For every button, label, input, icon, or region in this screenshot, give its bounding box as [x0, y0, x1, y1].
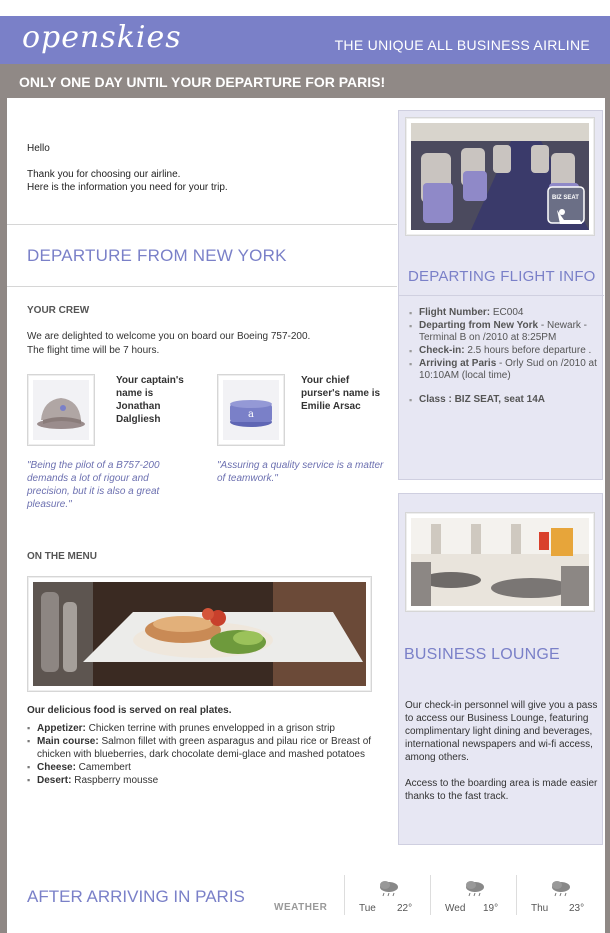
cabin-photo: [405, 117, 595, 236]
departing-item: [409, 320, 599, 344]
divider: [7, 224, 397, 225]
menu-dish-photo: [27, 576, 372, 692]
weather-temp: 19°: [483, 903, 499, 914]
divider: [399, 295, 604, 296]
after-arriving-title: AFTER ARRIVING IN PARIS: [27, 887, 245, 906]
salmon-dish-image: [33, 582, 366, 686]
flight-info-title: DEPARTING FLIGHT INFO: [408, 268, 596, 285]
arriving-item: [409, 358, 599, 382]
header: [0, 0, 610, 64]
flight-number-item: [409, 307, 599, 319]
seat-badge: BIZ SEAT: [552, 195, 579, 201]
svg-text:a: a: [248, 409, 254, 420]
menu-item-appetizer: [27, 722, 397, 735]
flight-info-list: [409, 307, 599, 407]
crew-intro-line-2: The flight time will be 7 hours.: [27, 345, 160, 356]
checkin-label: Check-in:: [419, 345, 465, 356]
purser-name: Your chief purser's name is Emilie Arsac: [301, 375, 381, 412]
rain-cloud-icon: [463, 879, 487, 897]
departing-value: - Newark - Terminal B on /2010 at 8:25PM: [419, 320, 588, 343]
menu-item-text: Salmon fillet with green asparagus and pilau rice or Breast of chicken with blueberries, dark chocolate demi-glace and mashed potatoes: [37, 736, 372, 760]
weather-label: WEATHER: [274, 902, 328, 913]
crew-title: YOUR CREW: [27, 305, 90, 316]
purser-photo: [217, 374, 285, 446]
lounge-description: [405, 699, 601, 816]
purser-hat-icon: [223, 380, 279, 440]
menu-item-text: Raspberry mousse: [71, 775, 159, 786]
greeting-line-1: Thank you for choosing our airline.: [27, 169, 181, 180]
crew-intro-line-1: We are delighted to welcome you on board our Boeing 757-200.: [27, 331, 311, 342]
departure-title: DEPARTURE FROM NEW YORK: [27, 246, 287, 265]
class-item: [409, 394, 599, 406]
menu-item-label: Desert:: [37, 775, 72, 786]
departing-label: Departing from New York: [419, 320, 539, 331]
business-lounge-panel: [398, 493, 603, 845]
menu-item-main-course: [27, 735, 397, 761]
flight-info-panel: [398, 110, 603, 480]
menu-list: [27, 722, 397, 787]
menu-item-label: Main course:: [37, 736, 99, 747]
rain-cloud-icon: [377, 879, 401, 897]
arriving-label: Arriving at Paris: [419, 358, 497, 369]
lounge-interior-image: [411, 518, 589, 606]
lounge-photo: [405, 512, 595, 612]
weather-day-label: Tue: [359, 903, 376, 914]
rain-cloud-icon: [549, 879, 573, 897]
weather-day-wed: [430, 875, 516, 915]
checkin-value: 2.5 hours before departure .: [464, 345, 592, 356]
menu-item-text: Camembert: [75, 762, 131, 773]
weather-day-thu: [516, 875, 602, 915]
checkin-item: [409, 345, 599, 357]
departure-banner: [0, 64, 610, 98]
captain-quote: "Being the pilot of a B757-200 demands a lot of rigour and precision, but it is also a great pleasure.": [27, 460, 160, 510]
weather-day-label: Wed: [445, 903, 466, 914]
menu-item-text: Chicken terrine with prunes envelopped in a grison strip: [85, 723, 335, 734]
banner-text: ONLY ONE DAY UNTIL YOUR DEPARTURE FOR PARIS!: [19, 74, 386, 90]
greeting-line-2: Here is the information you need for your trip.: [27, 182, 228, 193]
menu-item-cheese: [27, 761, 397, 774]
class-label: Class : BIZ SEAT, seat 14A: [419, 394, 545, 405]
weather-temp: 22°: [397, 903, 413, 914]
crew-intro: [27, 330, 387, 358]
menu-title: ON THE MENU: [27, 551, 97, 562]
greeting: [27, 142, 228, 194]
weather-day-tue: [344, 875, 430, 915]
lounge-paragraph-2: Access to the boarding area is made easier thanks to the fast track.: [405, 778, 598, 802]
menu-item-label: Cheese:: [37, 762, 76, 773]
lounge-paragraph-1: Our check-in personnel will give you a pass to access our Business Lounge, featuring complimentary light dining and beverages, international newspapers and wi-fi access, among others.: [405, 700, 598, 763]
flight-number-label: Flight Number:: [419, 307, 491, 318]
captain-hat-icon: [33, 380, 89, 440]
main-column: [7, 98, 397, 863]
weather-temp: 23°: [569, 903, 585, 914]
flight-number-value: EC004: [490, 307, 524, 318]
weather-day-label: Thu: [531, 903, 549, 914]
side-column: [397, 98, 605, 863]
after-arrival-section: [7, 863, 605, 933]
captain-photo: [27, 374, 95, 446]
menu-item-desert: [27, 774, 397, 787]
captain-name: Your captain's name is Jonathan Dalgliesh: [116, 375, 184, 425]
header-tagline: THE UNIQUE ALL BUSINESS AIRLINE: [334, 37, 590, 53]
greeting-hello: Hello: [27, 143, 50, 154]
openskies-logo[interactable]: openskies: [22, 20, 182, 55]
menu-tagline: Our delicious food is served on real plates.: [27, 705, 232, 716]
lounge-title: BUSINESS LOUNGE: [404, 646, 560, 663]
menu-item-label: Appetizer:: [37, 723, 86, 734]
biz-seat-icon: [554, 206, 584, 228]
divider: [7, 286, 397, 287]
purser-quote: "Assuring a quality service is a matter of teamwork.": [217, 460, 384, 484]
arriving-value: - Orly Sud on /2010 at 10:10AM (local time): [419, 358, 597, 381]
